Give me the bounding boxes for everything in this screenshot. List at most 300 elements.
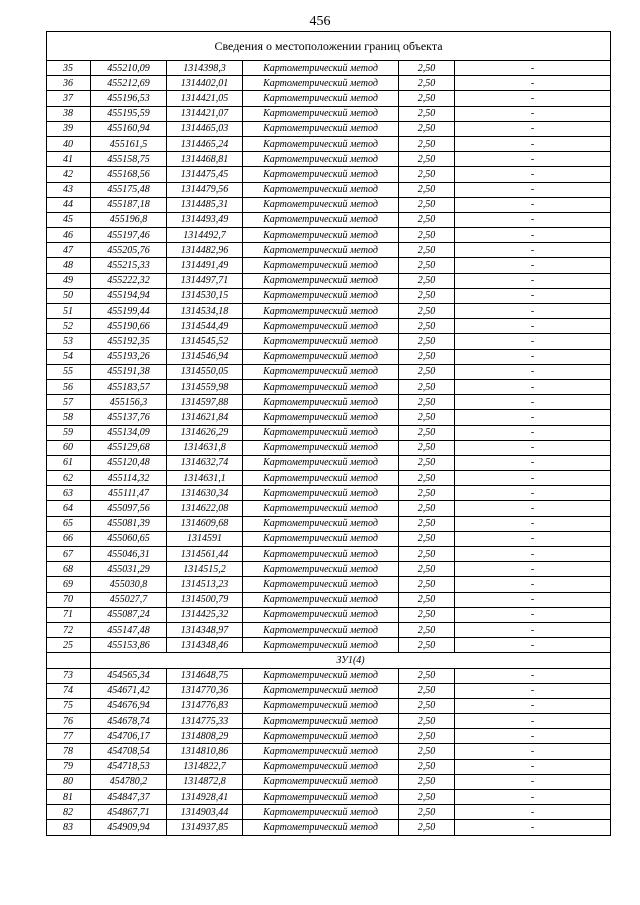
method-cell: Картометрический метод — [243, 364, 399, 379]
coordinate-x-cell: 455193,26 — [91, 349, 167, 364]
method-cell: Картометрический метод — [243, 349, 399, 364]
table-row — [47, 76, 611, 91]
coordinate-x-cell: 455160,94 — [91, 121, 167, 136]
table-row — [47, 759, 611, 774]
accuracy-cell: 2,50 — [399, 820, 455, 835]
accuracy-cell: 2,50 — [399, 638, 455, 653]
method-cell: Картометрический метод — [243, 243, 399, 258]
table-row — [47, 531, 611, 546]
point-number-cell: 58 — [47, 410, 91, 425]
description-cell: - — [455, 501, 611, 516]
coordinate-y-cell: 1314822,7 — [167, 759, 243, 774]
accuracy-cell: 2,50 — [399, 501, 455, 516]
accuracy-cell: 2,50 — [399, 106, 455, 121]
coordinate-x-cell: 455195,59 — [91, 106, 167, 121]
method-cell: Картометрический метод — [243, 547, 399, 562]
accuracy-cell: 2,50 — [399, 182, 455, 197]
description-cell: - — [455, 121, 611, 136]
method-cell: Картометрический метод — [243, 592, 399, 607]
accuracy-cell: 2,50 — [399, 212, 455, 227]
description-cell: - — [455, 258, 611, 273]
coordinate-x-cell: 455129,68 — [91, 440, 167, 455]
point-number-cell: 39 — [47, 121, 91, 136]
point-number-cell: 72 — [47, 622, 91, 637]
description-cell: - — [455, 729, 611, 744]
method-cell: Картометрический метод — [243, 106, 399, 121]
method-cell: Картометрический метод — [243, 744, 399, 759]
point-number-cell: 71 — [47, 607, 91, 622]
coordinate-y-cell: 1314421,05 — [167, 91, 243, 106]
description-cell: - — [455, 364, 611, 379]
description-cell: - — [455, 197, 611, 212]
coordinate-x-cell: 455097,56 — [91, 501, 167, 516]
coordinate-x-cell: 454706,17 — [91, 729, 167, 744]
accuracy-cell: 2,50 — [399, 774, 455, 789]
coordinate-y-cell: 1314872,8 — [167, 774, 243, 789]
coordinate-y-cell: 1314609,68 — [167, 516, 243, 531]
coordinate-x-cell: 455031,29 — [91, 562, 167, 577]
method-cell: Картометрический метод — [243, 228, 399, 243]
method-cell: Картометрический метод — [243, 729, 399, 744]
coordinate-x-cell: 455212,69 — [91, 76, 167, 91]
accuracy-cell: 2,50 — [399, 167, 455, 182]
point-number-cell: 50 — [47, 288, 91, 303]
description-cell: - — [455, 136, 611, 151]
table-row — [47, 683, 611, 698]
method-cell: Картометрический метод — [243, 805, 399, 820]
coordinate-y-cell: 1314631,1 — [167, 471, 243, 486]
coordinate-x-cell: 454867,71 — [91, 805, 167, 820]
method-cell: Картометрический метод — [243, 516, 399, 531]
method-cell: Картометрический метод — [243, 61, 399, 76]
coordinate-x-cell: 455194,94 — [91, 288, 167, 303]
coordinate-y-cell: 1314559,98 — [167, 379, 243, 394]
coordinate-y-cell: 1314597,88 — [167, 395, 243, 410]
accuracy-cell: 2,50 — [399, 607, 455, 622]
section-label: ЗУ1(4) — [91, 653, 611, 668]
table-row — [47, 577, 611, 592]
coordinate-y-cell: 1314550,05 — [167, 364, 243, 379]
method-cell: Картометрический метод — [243, 425, 399, 440]
coordinate-x-cell: 454847,37 — [91, 790, 167, 805]
accuracy-cell: 2,50 — [399, 562, 455, 577]
description-cell: - — [455, 228, 611, 243]
point-number-cell: 78 — [47, 744, 91, 759]
coordinate-y-cell: 1314808,29 — [167, 729, 243, 744]
accuracy-cell: 2,50 — [399, 714, 455, 729]
coordinate-x-cell: 455120,48 — [91, 455, 167, 470]
table-row — [47, 167, 611, 182]
point-number-cell: 61 — [47, 455, 91, 470]
table-row — [47, 607, 611, 622]
coordinate-y-cell: 1314421,07 — [167, 106, 243, 121]
coordinate-y-cell: 1314500,79 — [167, 592, 243, 607]
method-cell: Картометрический метод — [243, 197, 399, 212]
point-number-cell: 45 — [47, 212, 91, 227]
table-row — [47, 121, 611, 136]
accuracy-cell: 2,50 — [399, 455, 455, 470]
method-cell: Картометрический метод — [243, 182, 399, 197]
accuracy-cell: 2,50 — [399, 516, 455, 531]
description-cell: - — [455, 106, 611, 121]
point-number-cell: 25 — [47, 638, 91, 653]
table-row — [47, 774, 611, 789]
method-cell: Картометрический метод — [243, 76, 399, 91]
coordinate-y-cell: 1314398,3 — [167, 61, 243, 76]
accuracy-cell: 2,50 — [399, 805, 455, 820]
description-cell: - — [455, 759, 611, 774]
point-number-cell: 70 — [47, 592, 91, 607]
coordinate-y-cell: 1314630,34 — [167, 486, 243, 501]
page-number: 456 — [309, 14, 331, 29]
point-number-cell: 46 — [47, 228, 91, 243]
table-row — [47, 91, 611, 106]
point-number-cell: 80 — [47, 774, 91, 789]
coordinate-x-cell: 455210,09 — [91, 61, 167, 76]
coordinate-y-cell: 1314622,08 — [167, 501, 243, 516]
accuracy-cell: 2,50 — [399, 547, 455, 562]
table-row — [47, 622, 611, 637]
description-cell: - — [455, 683, 611, 698]
description-cell: - — [455, 531, 611, 546]
point-number-cell: 44 — [47, 197, 91, 212]
table-row — [47, 516, 611, 531]
table-row — [47, 714, 611, 729]
accuracy-cell: 2,50 — [399, 790, 455, 805]
coordinate-y-cell: 1314937,85 — [167, 820, 243, 835]
accuracy-cell: 2,50 — [399, 304, 455, 319]
description-cell: - — [455, 334, 611, 349]
accuracy-cell: 2,50 — [399, 592, 455, 607]
description-cell: - — [455, 820, 611, 835]
coordinate-y-cell: 1314479,56 — [167, 182, 243, 197]
coordinate-x-cell: 454780,2 — [91, 774, 167, 789]
point-number-cell: 42 — [47, 167, 91, 182]
coordinate-x-cell: 454678,74 — [91, 714, 167, 729]
table-row — [47, 304, 611, 319]
accuracy-cell: 2,50 — [399, 334, 455, 349]
table-row — [47, 152, 611, 167]
coordinate-y-cell: 1314485,31 — [167, 197, 243, 212]
method-cell: Картометрический метод — [243, 698, 399, 713]
coordinate-x-cell: 455183,57 — [91, 379, 167, 394]
coordinate-y-cell: 1314621,84 — [167, 410, 243, 425]
point-number-cell: 51 — [47, 304, 91, 319]
table-row — [47, 319, 611, 334]
coordinate-y-cell: 1314903,44 — [167, 805, 243, 820]
point-number-cell: 76 — [47, 714, 91, 729]
accuracy-cell: 2,50 — [399, 91, 455, 106]
point-number-cell: 79 — [47, 759, 91, 774]
accuracy-cell: 2,50 — [399, 319, 455, 334]
accuracy-cell: 2,50 — [399, 258, 455, 273]
point-number-cell: 68 — [47, 562, 91, 577]
description-cell: - — [455, 425, 611, 440]
table-row — [47, 334, 611, 349]
table-row — [47, 425, 611, 440]
table-row — [47, 395, 611, 410]
method-cell: Картометрический метод — [243, 167, 399, 182]
accuracy-cell: 2,50 — [399, 683, 455, 698]
accuracy-cell: 2,50 — [399, 349, 455, 364]
accuracy-cell: 2,50 — [399, 273, 455, 288]
coordinate-x-cell: 455205,76 — [91, 243, 167, 258]
accuracy-cell: 2,50 — [399, 531, 455, 546]
description-cell: - — [455, 440, 611, 455]
point-number-cell: 52 — [47, 319, 91, 334]
coordinate-y-cell: 1314775,33 — [167, 714, 243, 729]
description-cell: - — [455, 516, 611, 531]
point-number-cell: 49 — [47, 273, 91, 288]
coordinate-y-cell: 1314632,74 — [167, 455, 243, 470]
method-cell: Картометрический метод — [243, 638, 399, 653]
method-cell: Картометрический метод — [243, 622, 399, 637]
description-cell: - — [455, 577, 611, 592]
table-row — [47, 288, 611, 303]
description-cell: - — [455, 622, 611, 637]
description-cell: - — [455, 152, 611, 167]
coordinate-x-cell: 455175,48 — [91, 182, 167, 197]
description-cell: - — [455, 91, 611, 106]
section-row — [47, 653, 611, 668]
table-row — [47, 547, 611, 562]
point-number-cell: 57 — [47, 395, 91, 410]
method-cell: Картометрический метод — [243, 440, 399, 455]
coordinate-x-cell: 454565,34 — [91, 668, 167, 683]
coordinate-x-cell: 455153,86 — [91, 638, 167, 653]
coordinate-x-cell: 455192,35 — [91, 334, 167, 349]
coordinate-y-cell: 1314626,29 — [167, 425, 243, 440]
table-row — [47, 820, 611, 835]
method-cell: Картометрический метод — [243, 607, 399, 622]
description-cell: - — [455, 607, 611, 622]
point-number-cell: 65 — [47, 516, 91, 531]
coordinate-y-cell: 1314513,23 — [167, 577, 243, 592]
coordinate-x-cell: 455196,8 — [91, 212, 167, 227]
accuracy-cell: 2,50 — [399, 243, 455, 258]
coordinate-y-cell: 1314631,8 — [167, 440, 243, 455]
coordinate-y-cell: 1314348,97 — [167, 622, 243, 637]
description-cell: - — [455, 182, 611, 197]
method-cell: Картометрический метод — [243, 152, 399, 167]
description-cell: - — [455, 592, 611, 607]
boundary-table-container — [46, 31, 610, 836]
accuracy-cell: 2,50 — [399, 440, 455, 455]
accuracy-cell: 2,50 — [399, 288, 455, 303]
description-cell: - — [455, 167, 611, 182]
table-row — [47, 212, 611, 227]
description-cell: - — [455, 638, 611, 653]
table-row — [47, 197, 611, 212]
accuracy-cell: 2,50 — [399, 698, 455, 713]
coordinate-y-cell: 1314810,86 — [167, 744, 243, 759]
coordinate-y-cell: 1314497,71 — [167, 273, 243, 288]
coordinate-y-cell: 1314425,32 — [167, 607, 243, 622]
coordinate-y-cell: 1314545,52 — [167, 334, 243, 349]
table-row — [47, 228, 611, 243]
table-row — [47, 364, 611, 379]
coordinate-y-cell: 1314348,46 — [167, 638, 243, 653]
coordinate-x-cell: 455161,5 — [91, 136, 167, 151]
table-row — [47, 638, 611, 653]
coordinate-x-cell: 455030,8 — [91, 577, 167, 592]
coordinate-x-cell: 455187,18 — [91, 197, 167, 212]
description-cell: - — [455, 744, 611, 759]
accuracy-cell: 2,50 — [399, 76, 455, 91]
accuracy-cell: 2,50 — [399, 425, 455, 440]
coordinate-x-cell: 455046,31 — [91, 547, 167, 562]
method-cell: Картометрический метод — [243, 304, 399, 319]
description-cell: - — [455, 805, 611, 820]
coordinate-y-cell: 1314648,75 — [167, 668, 243, 683]
accuracy-cell: 2,50 — [399, 471, 455, 486]
coordinate-y-cell: 1314491,49 — [167, 258, 243, 273]
coordinate-y-cell: 1314492,7 — [167, 228, 243, 243]
point-number-cell: 77 — [47, 729, 91, 744]
coordinate-x-cell: 454676,94 — [91, 698, 167, 713]
coordinate-x-cell: 455114,32 — [91, 471, 167, 486]
point-number-cell: 60 — [47, 440, 91, 455]
accuracy-cell: 2,50 — [399, 410, 455, 425]
coordinate-x-cell: 454671,42 — [91, 683, 167, 698]
table-row — [47, 471, 611, 486]
description-cell: - — [455, 774, 611, 789]
coordinate-x-cell: 454909,94 — [91, 820, 167, 835]
method-cell: Картометрический метод — [243, 714, 399, 729]
table-row — [47, 486, 611, 501]
method-cell: Картометрический метод — [243, 273, 399, 288]
method-cell: Картометрический метод — [243, 410, 399, 425]
accuracy-cell: 2,50 — [399, 744, 455, 759]
coordinate-x-cell: 455199,44 — [91, 304, 167, 319]
accuracy-cell: 2,50 — [399, 197, 455, 212]
point-number-cell: 62 — [47, 471, 91, 486]
point-number-cell: 41 — [47, 152, 91, 167]
description-cell: - — [455, 61, 611, 76]
point-number-cell: 37 — [47, 91, 91, 106]
point-number-cell: 67 — [47, 547, 91, 562]
method-cell: Картометрический метод — [243, 121, 399, 136]
description-cell: - — [455, 349, 611, 364]
description-cell: - — [455, 410, 611, 425]
coordinate-x-cell: 455147,48 — [91, 622, 167, 637]
coordinate-y-cell: 1314530,15 — [167, 288, 243, 303]
method-cell: Картометрический метод — [243, 486, 399, 501]
boundary-table — [46, 31, 611, 836]
point-number-cell: 55 — [47, 364, 91, 379]
point-number-cell: 73 — [47, 668, 91, 683]
description-cell: - — [455, 304, 611, 319]
method-cell: Картометрический метод — [243, 91, 399, 106]
table-row — [47, 136, 611, 151]
table-row — [47, 182, 611, 197]
point-number-cell: 56 — [47, 379, 91, 394]
method-cell: Картометрический метод — [243, 258, 399, 273]
method-cell: Картометрический метод — [243, 501, 399, 516]
description-cell: - — [455, 319, 611, 334]
point-number-cell: 53 — [47, 334, 91, 349]
point-number-cell: 69 — [47, 577, 91, 592]
coordinate-y-cell: 1314493,49 — [167, 212, 243, 227]
table-row — [47, 410, 611, 425]
table-row — [47, 562, 611, 577]
description-cell: - — [455, 547, 611, 562]
description-cell: - — [455, 76, 611, 91]
accuracy-cell: 2,50 — [399, 379, 455, 394]
coordinate-y-cell: 1314465,24 — [167, 136, 243, 151]
accuracy-cell: 2,50 — [399, 668, 455, 683]
description-cell: - — [455, 486, 611, 501]
description-cell: - — [455, 562, 611, 577]
table-row — [47, 440, 611, 455]
point-number-cell: 54 — [47, 349, 91, 364]
point-number-cell: 38 — [47, 106, 91, 121]
coordinate-x-cell: 455197,46 — [91, 228, 167, 243]
accuracy-cell: 2,50 — [399, 61, 455, 76]
table-row — [47, 258, 611, 273]
method-cell: Картометрический метод — [243, 212, 399, 227]
coordinate-y-cell: 1314482,96 — [167, 243, 243, 258]
coordinate-x-cell: 455222,32 — [91, 273, 167, 288]
method-cell: Картометрический метод — [243, 379, 399, 394]
table-row — [47, 790, 611, 805]
method-cell: Картометрический метод — [243, 562, 399, 577]
description-cell: - — [455, 790, 611, 805]
method-cell: Картометрический метод — [243, 288, 399, 303]
table-row — [47, 379, 611, 394]
table-row — [47, 744, 611, 759]
table-row — [47, 61, 611, 76]
description-cell: - — [455, 455, 611, 470]
accuracy-cell: 2,50 — [399, 364, 455, 379]
coordinate-x-cell: 455134,09 — [91, 425, 167, 440]
description-cell: - — [455, 471, 611, 486]
point-number-cell: 59 — [47, 425, 91, 440]
accuracy-cell: 2,50 — [399, 136, 455, 151]
section-spacer-cell — [47, 653, 91, 668]
point-number-cell: 48 — [47, 258, 91, 273]
method-cell: Картометрический метод — [243, 774, 399, 789]
point-number-cell: 75 — [47, 698, 91, 713]
coordinate-x-cell: 455168,56 — [91, 167, 167, 182]
accuracy-cell: 2,50 — [399, 152, 455, 167]
coordinate-y-cell: 1314776,83 — [167, 698, 243, 713]
description-cell: - — [455, 714, 611, 729]
table-row — [47, 349, 611, 364]
accuracy-cell: 2,50 — [399, 228, 455, 243]
coordinate-x-cell: 455137,76 — [91, 410, 167, 425]
description-cell: - — [455, 212, 611, 227]
coordinate-y-cell: 1314544,49 — [167, 319, 243, 334]
table-title: Сведения о местоположении границ объекта — [47, 32, 611, 61]
accuracy-cell: 2,50 — [399, 577, 455, 592]
table-title-row — [47, 32, 611, 61]
accuracy-cell: 2,50 — [399, 759, 455, 774]
coordinate-y-cell: 1314465,03 — [167, 121, 243, 136]
point-number-cell: 82 — [47, 805, 91, 820]
method-cell: Картометрический метод — [243, 471, 399, 486]
coordinate-x-cell: 454718,53 — [91, 759, 167, 774]
table-row — [47, 698, 611, 713]
method-cell: Картометрический метод — [243, 395, 399, 410]
method-cell: Картометрический метод — [243, 334, 399, 349]
table-row — [47, 106, 611, 121]
method-cell: Картометрический метод — [243, 136, 399, 151]
table-row — [47, 455, 611, 470]
coordinate-x-cell: 455087,24 — [91, 607, 167, 622]
method-cell: Картометрический метод — [243, 820, 399, 835]
point-number-cell: 43 — [47, 182, 91, 197]
